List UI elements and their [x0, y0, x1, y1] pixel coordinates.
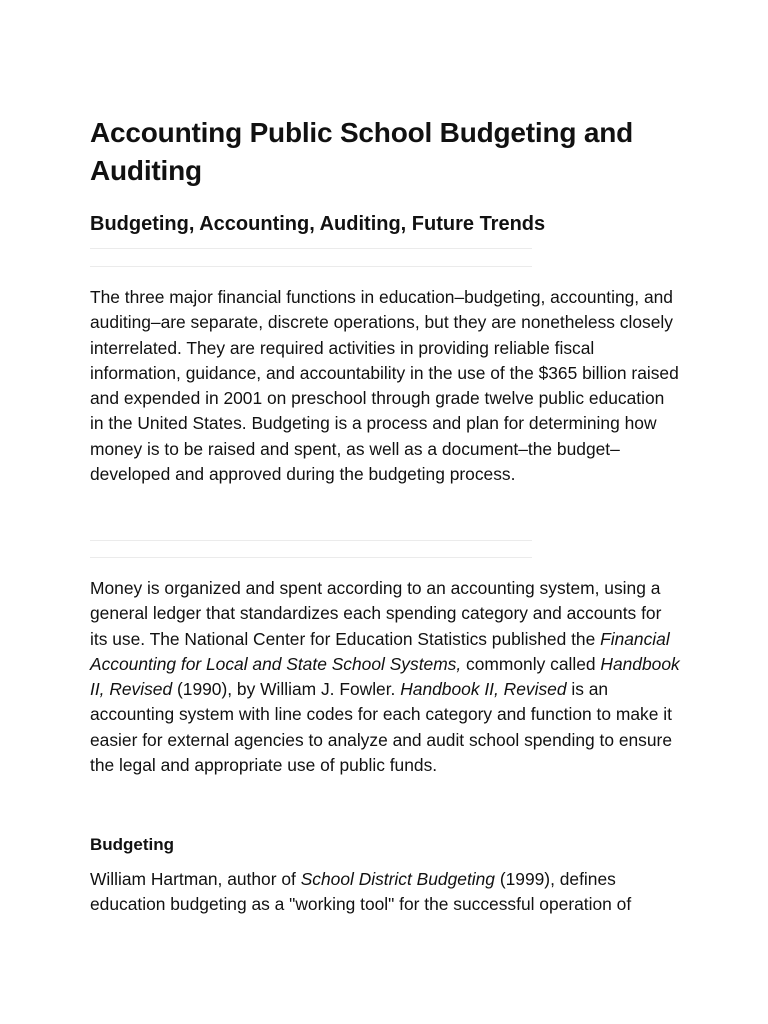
accounting-paragraph — [90, 576, 680, 778]
budgeting-paragraph — [90, 867, 680, 918]
paragraph-text: William Hartman, author of — [90, 869, 301, 889]
book-title-italic: Financial Accounting for Local and State School Systems, — [90, 628, 670, 674]
book-title-italic: Handbook II, Revised — [400, 679, 567, 700]
divider — [90, 557, 532, 558]
divider — [90, 266, 532, 267]
paragraph-text: Money is organized and spent according to an accounting system, using a general ledger that standardizes each spending category and accounts for its use. The National Center for Education Statistics published the — [90, 578, 662, 649]
paragraph-text: (1999), defines education budgeting as a "working tool" for the successful operation of — [90, 869, 632, 915]
divider — [90, 248, 532, 249]
page-subtitle: Budgeting, Accounting, Auditing, Future Trends — [90, 213, 546, 235]
page-title: Accounting Public School Budgeting and Auditing — [90, 117, 634, 186]
intro-paragraph: The three major financial functions in education–budgeting, accounting, and auditing–are separate, discrete operations, but they are nonetheless closely interrelated. They are required activities in providing reliable fiscal information, guidance, and accountability in the use of the $365 billion raised and expended in 2001 on preschool through grade twelve public education in the United States. Budgeting is a process and plan for determining how money is to be raised and spent, as well as a document–the budget–developed and approved during the budgeting process. — [90, 287, 679, 485]
book-title-italic: School District Budgeting — [300, 869, 495, 889]
book-title-italic: Handbook II, Revised — [90, 653, 680, 700]
section-heading-budgeting: Budgeting — [90, 835, 175, 854]
paragraph-text: is an accounting system with line codes for each category and function to make it easier for external agencies to analyze and audit school spending to ensure the legal and appropriate use of public funds. — [90, 679, 673, 776]
paragraph-text: (1990), by William J. Fowler. — [172, 679, 401, 700]
divider — [90, 540, 532, 541]
paragraph-text: commonly called — [461, 653, 601, 674]
